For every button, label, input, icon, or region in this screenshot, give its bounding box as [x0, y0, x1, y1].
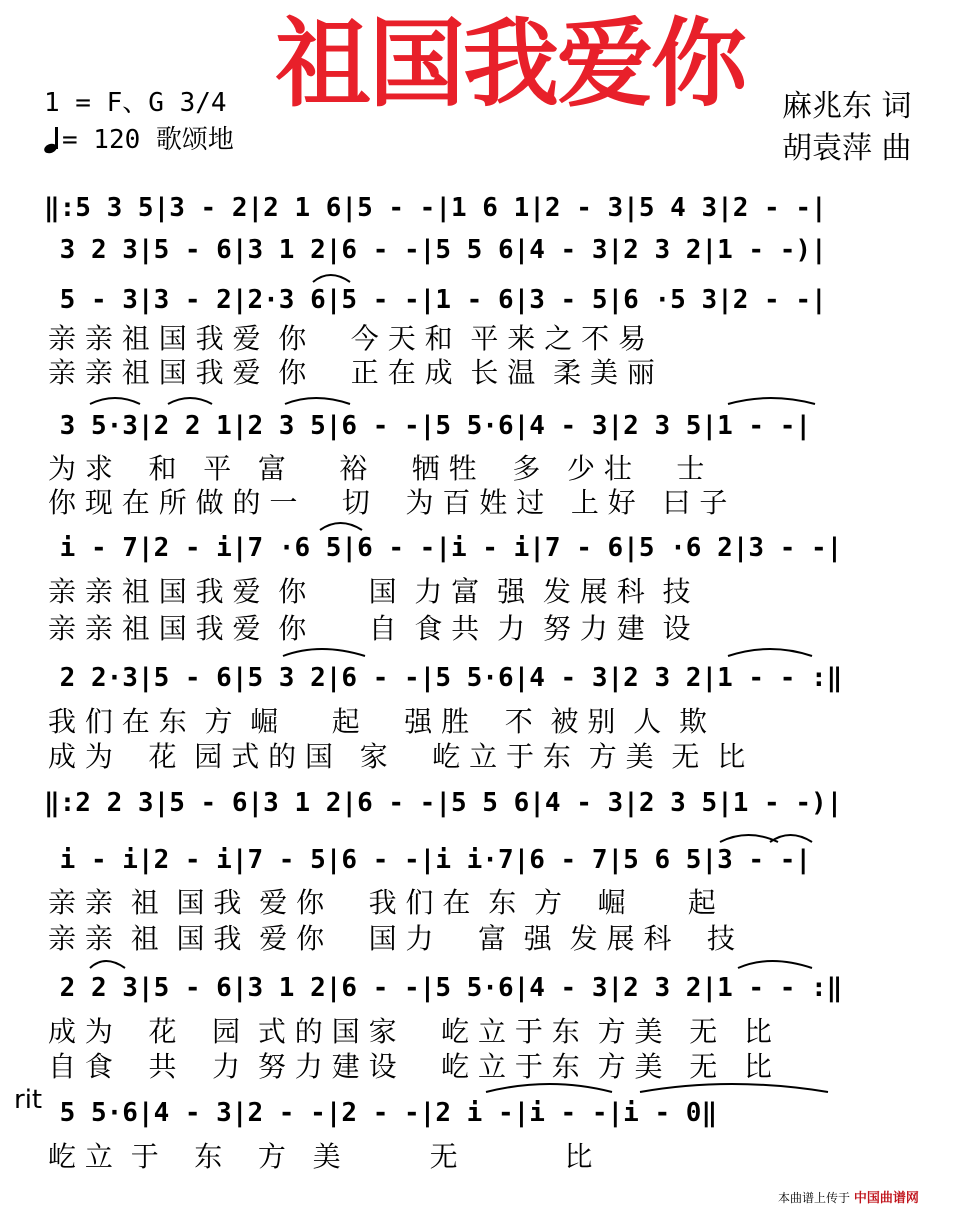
- tempo-marking: [44, 125, 234, 155]
- slur-mark: [90, 961, 125, 968]
- upload-footer: [778, 1190, 919, 1207]
- lyric-line-13: 屹 立 于 东 方 美 无 比: [48, 1140, 593, 1173]
- lyric-line-11: 成 为 花 园 式 的 国 家 屹 立 于 东 方 美 无 比: [48, 1015, 772, 1048]
- lyric-line-12: 自 食 共 力 努 力 建 设 屹 立 于 东 方 美 无 比: [48, 1050, 772, 1083]
- notation-row-8: i - i|2 - i|7 - 5|6 - -|i i·7|6 - 7|5 6 5|3 - -|: [44, 845, 812, 875]
- song-title: 祖国我爱你: [275, 8, 745, 120]
- notation-row-1: ‖:5 3 5|3 - 2|2 1 6|5 - -|1 6 1|2 - 3|5 4 3|2 - -|: [44, 193, 827, 223]
- notation-row-10: 5 5·6|4 - 3|2 - -|2 - -|2 i -|i - -|i - 0‖: [44, 1098, 718, 1128]
- lyricist-credit: 麻兆东 词: [782, 89, 912, 124]
- slur-mark: [283, 649, 365, 656]
- key-signature: 1 = F、G 3/4: [44, 88, 227, 118]
- notation-row-3: 5 - 3|3 - 2|2·3 6|5 - -|1 - 6|3 - 5|6 ·5 3|2 - -|: [44, 285, 827, 315]
- lyric-line-2: 亲 亲 祖 国 我 爱 你 正 在 成 长 温 柔 美 丽: [48, 356, 655, 389]
- site-logo-text[interactable]: 中国曲谱网: [853, 1191, 919, 1206]
- slur-mark: [640, 1084, 828, 1092]
- lyric-line-9: 亲 亲 祖 国 我 爱 你 我 们 在 东 方 崛 起: [48, 886, 716, 919]
- notation-row-7: ‖:2 2 3|5 - 6|3 1 2|6 - -|5 5 6|4 - 3|2 3 5|1 - -)|: [44, 788, 843, 818]
- lyric-line-1: 亲 亲 祖 国 我 爱 你 今 天 和 平 来 之 不 易: [48, 322, 647, 355]
- slur-mark: [728, 398, 815, 404]
- lyric-line-7: 我 们 在 东 方 崛 起 强 胜 不 被 别 人 欺: [48, 705, 708, 738]
- slur-mark: [313, 275, 350, 282]
- slur-mark: [770, 835, 812, 842]
- notation-row-4: 3 5·3|2 2 1|2 3 5|6 - -|5 5·6|4 - 3|2 3 5|1 - -|: [44, 411, 812, 441]
- lyric-line-3: 为 求 和 平 富 裕 牺 牲 多 少 壮 士: [48, 452, 705, 485]
- slur-mark: [320, 523, 362, 530]
- lyric-line-4: 你 现 在 所 做 的 一 切 为 百 姓 过 上 好 曰 子: [48, 486, 728, 519]
- composer-credit: 胡袁萍 曲: [782, 131, 912, 166]
- slur-mark: [285, 398, 350, 404]
- quarter-note-icon: [44, 125, 62, 155]
- ritardando-marking: rit: [14, 1085, 43, 1115]
- upload-text: 本曲谱上传于: [778, 1191, 851, 1205]
- notation-row-9: 2 2 3|5 - 6|3 1 2|6 - -|5 5·6|4 - 3|2 3 2|1 - - :‖: [44, 973, 843, 1003]
- lyric-line-5: 亲 亲 祖 国 我 爱 你 国 力 富 强 发 展 科 技: [48, 575, 691, 608]
- tempo-text: = 120 歌颂地: [62, 125, 234, 155]
- slur-mark: [168, 398, 212, 404]
- notation-row-5: i - 7|2 - i|7 ·6 5|6 - -|i - i|7 - 6|5 ·6 2|3 - -|: [44, 533, 843, 563]
- lyric-line-8: 成 为 花 园 式 的 国 家 屹 立 于 东 方 美 无 比: [48, 740, 746, 773]
- slur-mark: [728, 649, 812, 656]
- lyric-line-6: 亲 亲 祖 国 我 爱 你 自 食 共 力 努 力 建 设: [48, 612, 691, 645]
- lyric-line-10: 亲 亲 祖 国 我 爱 你 国 力 富 强 发 展 科 技: [48, 922, 736, 955]
- slur-mark: [486, 1084, 612, 1092]
- slur-mark: [90, 398, 140, 404]
- notation-row-6: 2 2·3|5 - 6|5 3 2|6 - -|5 5·6|4 - 3|2 3 2|1 - - :‖: [44, 663, 843, 693]
- slur-mark: [738, 961, 812, 968]
- notation-row-2: 3 2 3|5 - 6|3 1 2|6 - -|5 5 6|4 - 3|2 3 2|1 - -)|: [44, 235, 827, 265]
- slur-mark: [720, 835, 778, 842]
